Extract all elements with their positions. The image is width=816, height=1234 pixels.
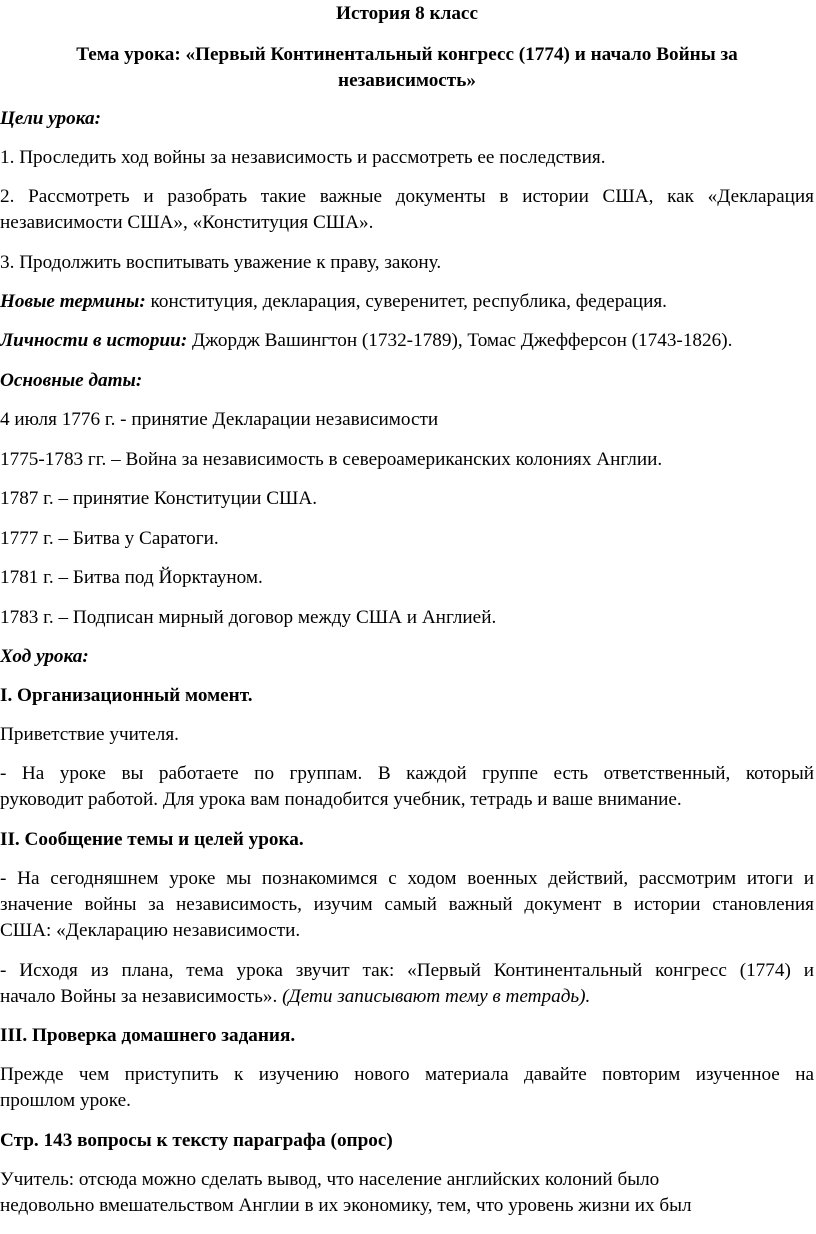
goal-item-2-line-2: независимости США», «Конституция США».: [0, 212, 374, 233]
section-1-paragraph-line-2: руководит работой. Для урока вам понадобится учебник, тетрадь и ваше внимание.: [0, 789, 682, 810]
new-terms-label: Новые термины:: [0, 291, 146, 312]
date-item-1: 4 июля 1776 г. - принятие Декларации независимости: [0, 409, 439, 430]
persons-label: Личности в истории:: [0, 330, 188, 351]
section-3-paragraph-1-line-1: Прежде чем приступить к изучению нового материала давайте повторим изученное на: [0, 1064, 814, 1085]
section-2-paragraph-1-line-3: США: «Декларацию независимости.: [0, 920, 301, 941]
section-3-heading: III. Проверка домашнего задания.: [0, 1025, 296, 1046]
date-item-2: 1775-1783 гг. – Война за независимость в североамериканских колониях Англии.: [0, 449, 663, 470]
goal-item-1: 1. Проследить ход войны за независимость и рассмотреть ее последствия.: [0, 147, 606, 168]
date-item-6: 1783 г. – Подписан мирный договор между США и Англией.: [0, 607, 497, 628]
section-3-paragraph-2-line-1: Учитель: отсюда можно сделать вывод, что население английских колоний было: [0, 1169, 660, 1190]
date-item-5: 1781 г. – Битва под Йорктауном.: [0, 567, 263, 588]
section-2-note: (Дети записывают тему в тетрадь).: [277, 986, 591, 1007]
section-2-paragraph-1-line-2: значение войны за независимость, изучим самый важный документ в истории становления: [0, 894, 814, 915]
document-title: История 8 класс: [336, 3, 478, 24]
lesson-topic-line-1: Тема урока: «Первый Континентальный конгресс (1774) и начало Войны за: [76, 44, 738, 65]
section-3-paragraph-2-line-2: недовольно вмешательством Англии в их экономику, тем, что уровень жизни их был: [0, 1195, 692, 1216]
date-item-3: 1787 г. – принятие Конституции США.: [0, 488, 318, 509]
section-2-paragraph-1-line-1: - На сегодняшнем уроке мы познакомимся с ходом военных действий, рассмотрим итоги и: [0, 868, 814, 889]
persons-text: Джордж Вашингтон (1732-1789), Томас Джефферсон (1743-1826).: [187, 330, 733, 351]
new-terms-text: конституция, декларация, суверенитет, республика, федерация.: [145, 291, 667, 312]
goals-heading: Цели урока:: [0, 108, 101, 129]
section-2-paragraph-2-line-1: - Исходя из плана, тема урока звучит так: «Первый Континентальный конгресс (1774) и: [0, 960, 814, 981]
dates-heading: Основные даты:: [0, 370, 143, 391]
goal-item-2-line-1: 2. Рассмотреть и разобрать такие важные документы в истории США, как «Декларация: [0, 186, 814, 207]
section-2-topic-text: начало Войны за независимость».: [0, 986, 278, 1007]
lesson-topic-line-2: независимость»: [338, 70, 476, 91]
section-1-greeting: Приветствие учителя.: [0, 724, 179, 745]
section-2-heading: II. Сообщение темы и целей урока.: [0, 829, 304, 850]
section-1-heading: I. Организационный момент.: [0, 685, 253, 706]
section-3-subheading: Стр. 143 вопросы к тексту параграфа (опрос): [0, 1130, 393, 1151]
section-3-paragraph-1-line-2: прошлом уроке.: [0, 1090, 131, 1111]
date-item-4: 1777 г. – Битва у Саратоги.: [0, 528, 219, 549]
goal-item-3: 3. Продолжить воспитывать уважение к праву, закону.: [0, 252, 442, 273]
section-1-paragraph-line-1: - На уроке вы работаете по группам. В каждой группе есть ответственный, который: [0, 763, 814, 784]
section-2-paragraph-2-line-2: [0, 984, 814, 1010]
persons-paragraph: [0, 328, 814, 354]
new-terms-paragraph: [0, 289, 814, 315]
lesson-plan-heading: Ход урока:: [0, 646, 89, 667]
